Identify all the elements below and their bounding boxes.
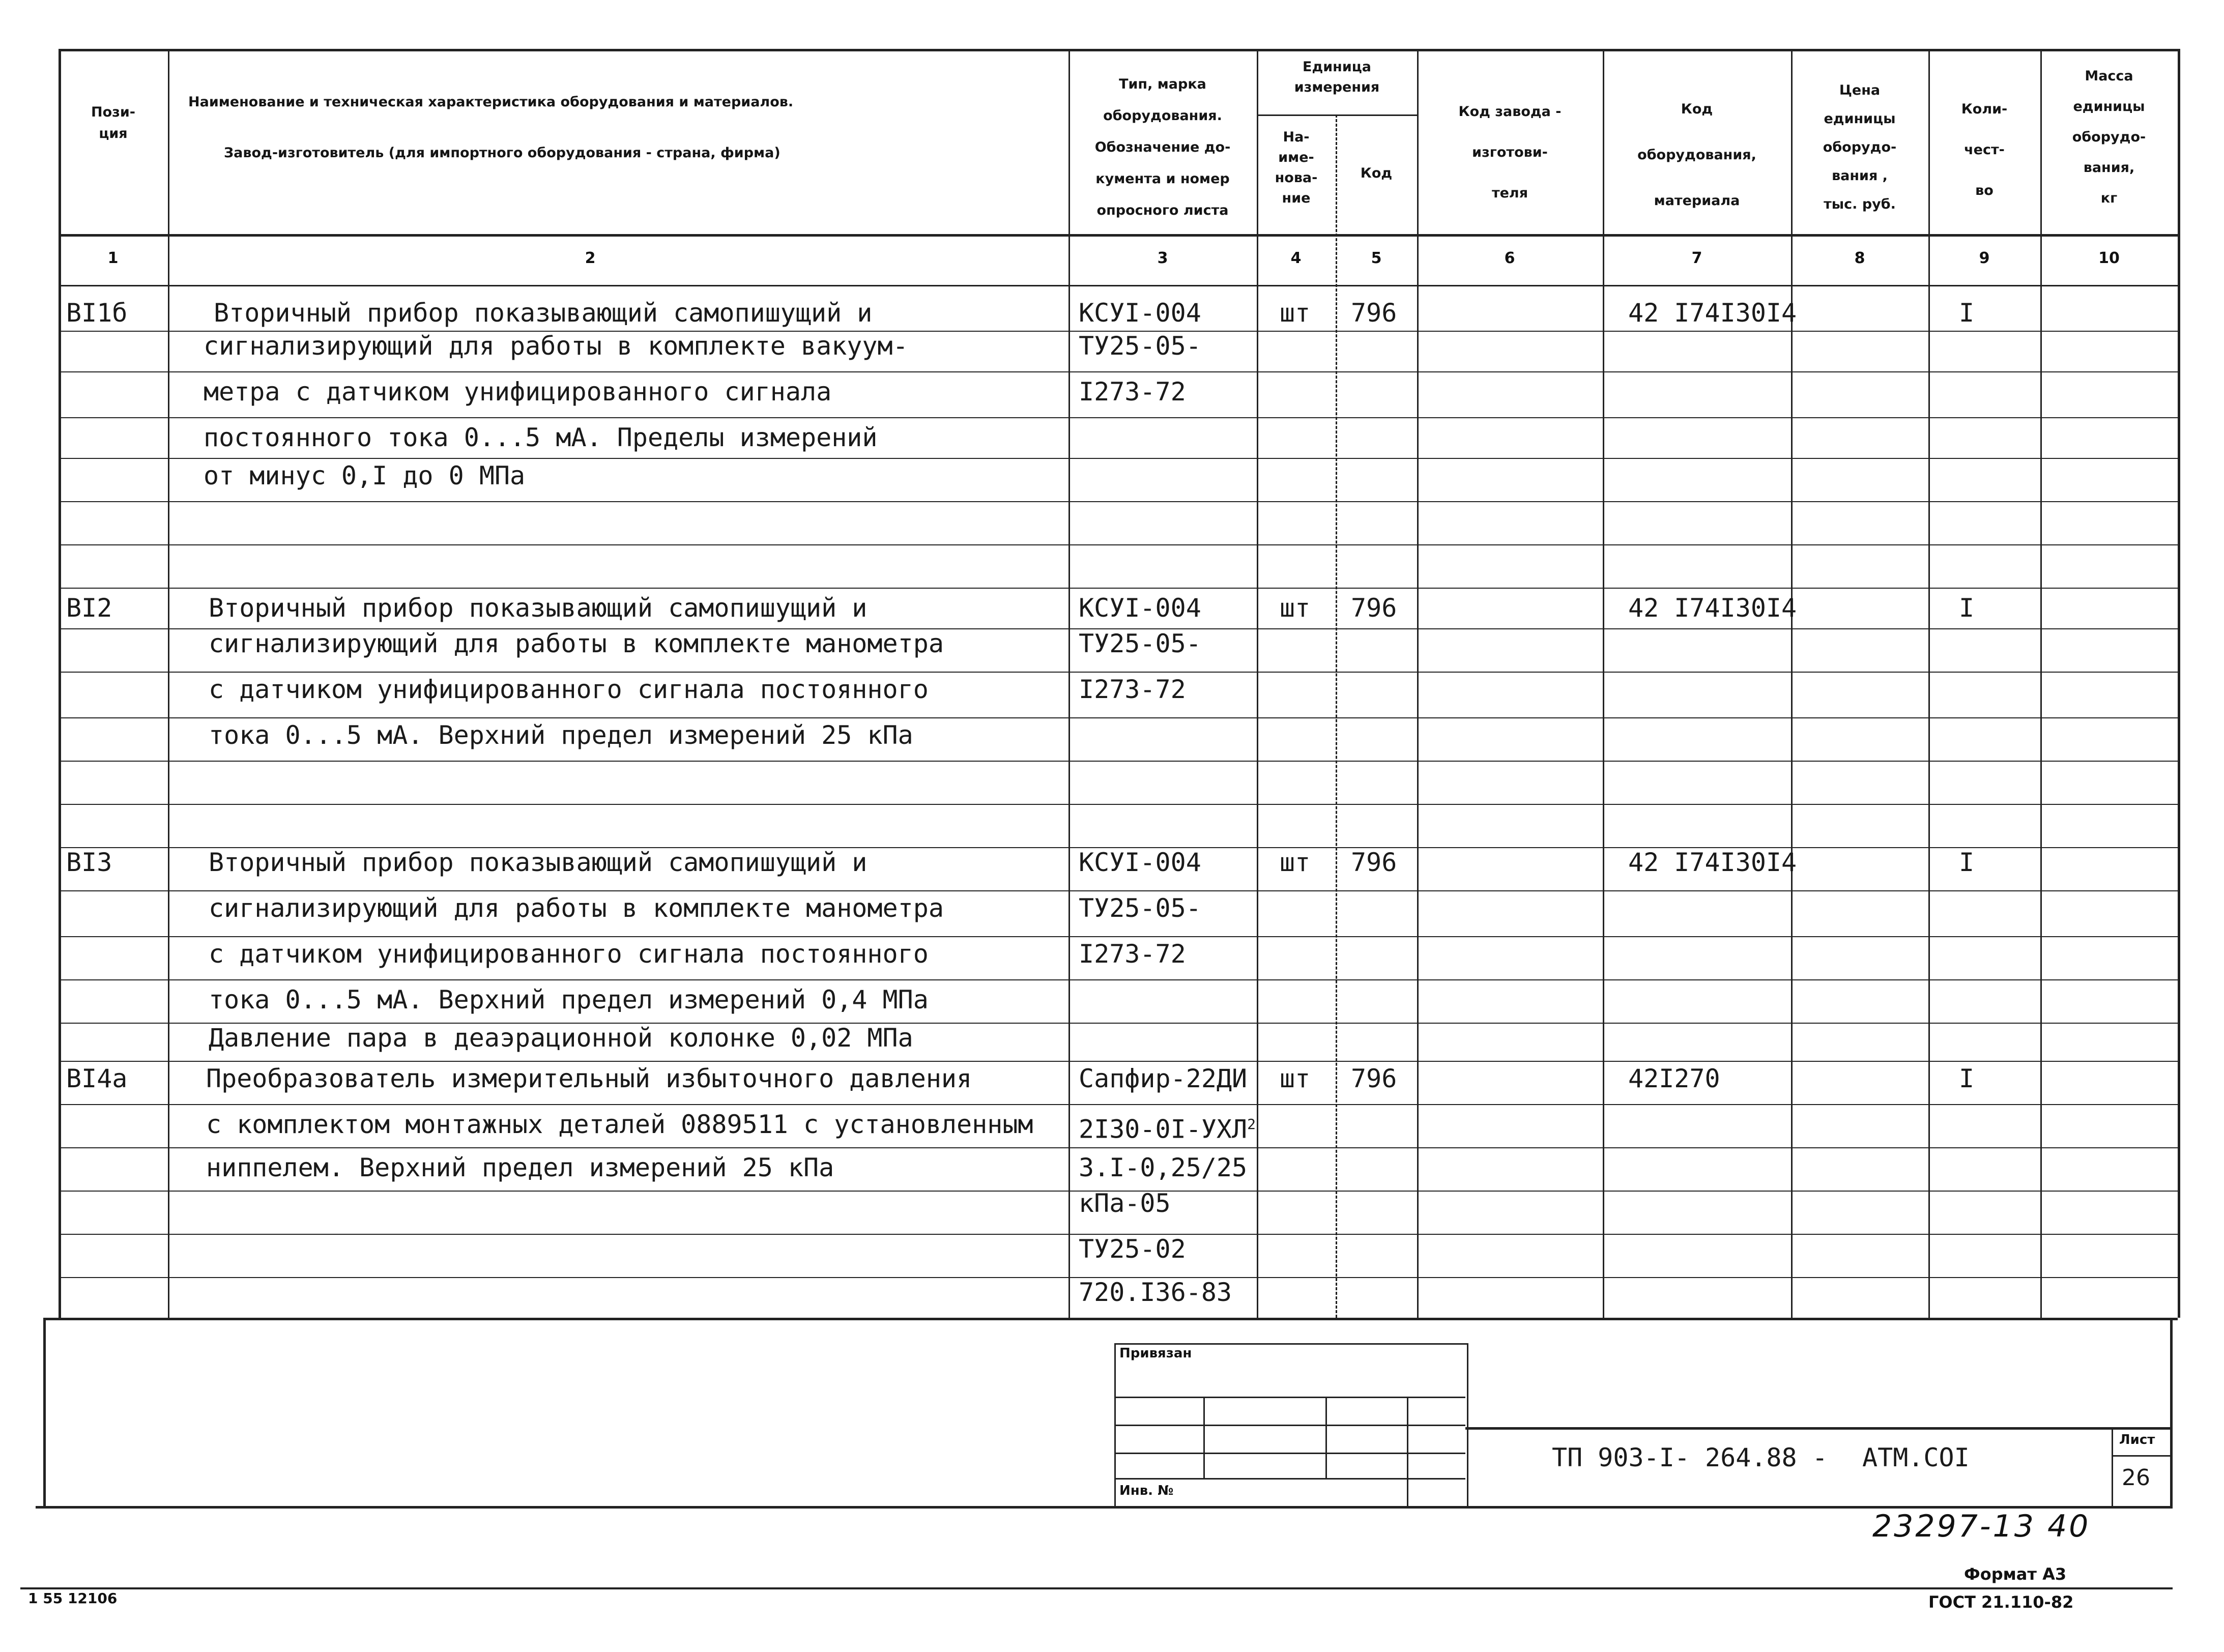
entry-4-type-1: Сапфир-22ДИ	[1079, 1064, 1248, 1093]
row-line	[59, 761, 2178, 762]
frame-right-lower	[2170, 1318, 2173, 1506]
entry-3-code: 796	[1351, 848, 1397, 877]
col-border-5	[1417, 49, 1419, 1318]
entry-3-type-1: КСУI-004	[1079, 848, 1201, 877]
entry-4-code: 796	[1351, 1064, 1397, 1093]
row-line	[59, 804, 2178, 805]
entry-3-type-3: I273-72	[1079, 939, 1186, 969]
entry-3-type-2: ТУ25-05-	[1079, 893, 1201, 923]
format-label: Формат А3	[1964, 1564, 2067, 1584]
row-line	[59, 1104, 2178, 1105]
entry-3-equip-code: 42 I74I30I4	[1628, 848, 1797, 877]
table-top-border	[59, 49, 2178, 51]
entry-3-desc-3: с датчиком унифицированного сигнала постоянного	[209, 939, 929, 969]
entry-2-qty: I	[1959, 593, 1975, 623]
col-border-0	[59, 49, 61, 1318]
entry-1-type-1: КСУI-004	[1079, 298, 1201, 328]
entry-1-equip-code: 42 I74I30I4	[1628, 298, 1797, 328]
entry-1-code: 796	[1351, 298, 1397, 328]
entry-4-equip-code: 42I270	[1628, 1064, 1720, 1093]
row-line	[59, 936, 2178, 937]
footer-line	[20, 1587, 2173, 1589]
header-unit: Единица измерения	[1294, 59, 1380, 95]
header-unit-name: На- име- нова- ние	[1275, 129, 1318, 206]
entry-3-desc-1: Вторичный прибор показывающий самопишущий и	[209, 848, 868, 877]
header-qty: Коли- чест- во	[1961, 101, 2008, 198]
col-border-4	[1336, 114, 1337, 1318]
entry-2-equip-code: 42 I74I30I4	[1628, 593, 1797, 623]
entry-4-type-5: ТУ25-02	[1079, 1234, 1186, 1264]
inv-label: Инв. №	[1119, 1483, 1174, 1498]
row-line	[59, 1061, 2178, 1062]
entry-4-desc-2: с комплектом монтажных деталей 0889511 с установленным	[206, 1110, 1033, 1139]
colnum-4: 4	[1290, 249, 1302, 267]
handwritten-number: 23297-13 40	[1872, 1509, 2091, 1544]
privyazan-line-2	[1114, 1425, 1465, 1426]
entry-2-desc-2: сигнализирующий для работы в комплекте манометра	[209, 629, 944, 658]
colnum-6: 6	[1504, 249, 1515, 267]
doc-code: ТП 903-I- 264.88 -	[1552, 1443, 1828, 1472]
doc-suffix: АТМ.COI	[1862, 1443, 1970, 1472]
entry-3-desc-2: сигнализирующий для работы в комплекте манометра	[209, 893, 944, 923]
privyazan-vline-3	[1407, 1397, 1408, 1506]
row-line	[59, 544, 2178, 545]
entry-2-desc-1: Вторичный прибор показывающий самопишущий и	[209, 593, 868, 623]
colnum-10: 10	[2098, 249, 2120, 267]
entry-2-type-2: ТУ25-05-	[1079, 629, 1201, 658]
header-bottom-border	[59, 234, 2178, 237]
col-border-1	[168, 49, 169, 1318]
col-border-10	[2178, 49, 2180, 1318]
row-line	[59, 717, 2178, 718]
sheet-box-divider	[2112, 1455, 2170, 1457]
header-name: Наименование и техническая характеристика оборудования и материалов.	[188, 94, 794, 110]
sheet-box-left	[2112, 1427, 2113, 1506]
col-border-6	[1603, 49, 1604, 1318]
entry-4-position: BI4а	[66, 1064, 128, 1093]
header-factory-code: Код завода - изготови- теля	[1458, 104, 1562, 201]
entry-2-type-1: КСУI-004	[1079, 593, 1201, 623]
header-price: Цена единицы оборудо- вания , тыс. руб.	[1823, 82, 1897, 212]
header-mass: Масса единицы оборудо- вания, кг	[2072, 68, 2146, 206]
header-manufacturer: Завод-изготовитель (для импортного оборудования - страна, фирма)	[224, 145, 781, 161]
colnum-5: 5	[1371, 249, 1382, 267]
row-line	[59, 890, 2178, 891]
sheet-label: Лист	[2119, 1432, 2155, 1447]
col-border-7	[1791, 49, 1793, 1318]
header-equip-code: Код оборудования, материала	[1637, 101, 1756, 209]
entry-1-desc-3: метра с датчиком унифицированного сигнала	[204, 377, 832, 407]
col-border-9	[2040, 49, 2042, 1318]
entry-2-desc-3: с датчиком унифицированного сигнала постоянного	[209, 675, 929, 704]
entry-4-unit: шт	[1280, 1064, 1311, 1093]
entry-2-desc-4: тока 0...5 мА. Верхний предел измерений 25 кПа	[209, 720, 913, 750]
colnum-1: 1	[107, 249, 119, 267]
row-line	[59, 1147, 2178, 1148]
entry-4-type-3: 3.I-0,25/25	[1079, 1153, 1248, 1182]
col-border-3	[1257, 49, 1258, 1318]
privyazan-line-3	[1114, 1453, 1465, 1454]
unit-group-divider	[1257, 114, 1417, 116]
privyazan-vline-2	[1325, 1397, 1327, 1478]
header-position: Пози- ция	[91, 104, 135, 141]
entry-1-desc-5: от минус 0,I до 0 МПа	[204, 461, 526, 490]
entry-2-unit: шт	[1280, 593, 1311, 623]
colnum-3: 3	[1157, 249, 1168, 267]
entry-3-unit: шт	[1280, 848, 1311, 877]
print-code: 1 55 12106	[28, 1590, 118, 1607]
entry-1-unit: шт	[1280, 298, 1311, 328]
privyazan-line-4	[1114, 1478, 1465, 1480]
row-line	[59, 979, 2178, 980]
entry-3-desc-5: Давление пара в деаэрационной колонке 0,02 МПа	[209, 1023, 913, 1053]
entry-4-desc-1: Преобразователь измерительный избыточного давления	[206, 1064, 972, 1093]
privyazan-label: Привязан	[1119, 1346, 1192, 1361]
sheet-number: 26	[2122, 1465, 2150, 1491]
colnum-bottom-border	[59, 285, 2178, 286]
entry-1-desc-1: Вторичный прибор показывающий самопишущий и	[214, 298, 873, 328]
row-line	[59, 672, 2178, 673]
col-border-8	[1928, 49, 1930, 1318]
frame-bottom	[36, 1506, 2173, 1509]
entry-3-qty: I	[1959, 848, 1975, 877]
entry-4-qty: I	[1959, 1064, 1975, 1093]
entry-1-type-2: ТУ25-05-	[1079, 331, 1201, 361]
colnum-2: 2	[585, 249, 596, 267]
table-bottom-border	[43, 1318, 2178, 1320]
col-border-2	[1068, 49, 1070, 1318]
colnum-9: 9	[1979, 249, 1990, 267]
row-line	[59, 417, 2178, 418]
entry-1-qty: I	[1959, 298, 1975, 328]
entry-4-type-6: 720.I36-83	[1079, 1278, 1232, 1307]
title-block-top	[1465, 1427, 2170, 1430]
entry-1-position: BI1б	[66, 298, 128, 328]
row-line	[59, 588, 2178, 589]
entry-2-position: BI2	[66, 593, 112, 623]
header-unit-code: Код	[1360, 165, 1393, 181]
colnum-8: 8	[1854, 249, 1865, 267]
colnum-7: 7	[1691, 249, 1702, 267]
privyazan-vline-1	[1203, 1397, 1205, 1478]
header-type: Тип, марка оборудования. Обозначение до- кумента и номер опросного листа	[1094, 76, 1231, 218]
entry-3-position: BI3	[66, 848, 112, 877]
entry-1-type-3: I273-72	[1079, 377, 1186, 407]
frame-left-lower	[43, 1318, 46, 1506]
entry-1-desc-4: постоянного тока 0...5 мА. Пределы измерений	[204, 423, 878, 452]
entry-1-desc-2: сигнализирующий для работы в комплекте вакуум-	[204, 331, 908, 361]
entry-2-code: 796	[1351, 593, 1397, 623]
entry-4-type-4: кПа-05	[1079, 1189, 1171, 1218]
row-line	[59, 458, 2178, 459]
gost-label: ГОСТ 21.110-82	[1928, 1592, 2074, 1612]
privyazan-line-1	[1114, 1397, 1465, 1398]
entry-4-desc-3: ниппелем. Верхний предел измерений 25 кПа	[206, 1153, 834, 1182]
entry-3-desc-4: тока 0...5 мА. Верхний предел измерений 0,4 МПа	[209, 985, 929, 1015]
entry-4-type-2: 2I30-0I-УХЛ$^2$	[1079, 1114, 1256, 1144]
row-line	[59, 501, 2178, 502]
entry-2-type-3: I273-72	[1079, 675, 1186, 704]
row-line	[59, 371, 2178, 372]
